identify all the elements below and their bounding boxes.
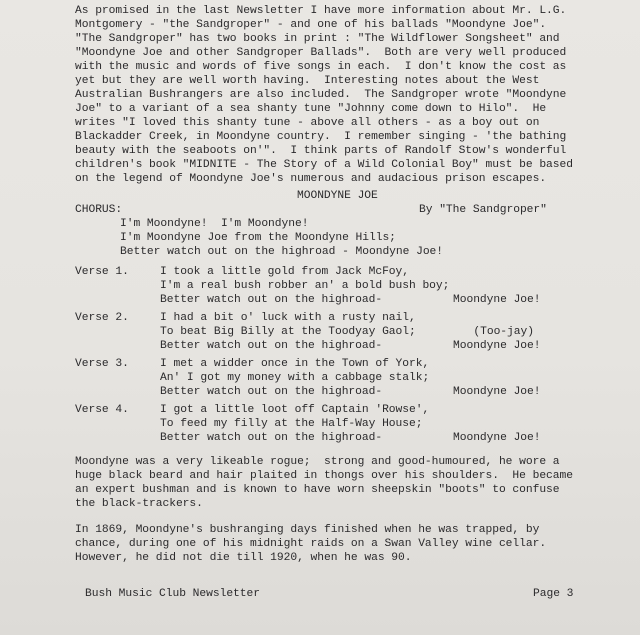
intro-line: As promised in the last Newsletter I have more information about Mr. L.G.: [75, 5, 567, 17]
body-line: In 1869, Moondyne's bushranging days finished when he was trapped, by: [75, 524, 540, 536]
verse-refrain: Moondyne Joe!: [453, 432, 541, 444]
intro-line: Joe" to a variant of a sea shanty tune "Johnny come down to Hilo". He: [75, 103, 547, 115]
footer-page-number: Page 3: [533, 588, 574, 600]
verse-label: Verse 2.: [75, 312, 129, 324]
verse-label: Verse 3.: [75, 358, 129, 370]
verse-refrain: Moondyne Joe!: [453, 340, 541, 352]
intro-line: Australian Bushrangers are also included. The Sandgroper wrote "Moondyne: [75, 89, 567, 101]
verse-line: Better watch out on the highroad-: [160, 432, 383, 444]
body-line: the black-trackers.: [75, 498, 203, 510]
verse-line: I met a widder once in the Town of York,: [160, 358, 430, 370]
pronunciation-note: (Too-jay): [433, 326, 534, 338]
verse-label: Verse 1.: [75, 266, 129, 278]
intro-line: with the music and words of five songs in each. I don't know the cost as: [75, 61, 567, 73]
chorus-line: Better watch out on the highroad - Moondyne Joe!: [120, 246, 444, 258]
verse-line: An' I got my money with a cabbage stalk;: [160, 372, 430, 384]
body-line: an expert bushman and is known to have worn sheepskin "boots" to confuse: [75, 484, 560, 496]
verse-line: I had a bit o' luck with a rusty nail,: [160, 312, 416, 324]
intro-line: Montgomery - "the Sandgroper" - and one of his ballads "Moondyne Joe".: [75, 19, 547, 31]
footer-newsletter-name: Bush Music Club Newsletter: [85, 588, 260, 600]
song-author: By "The Sandgroper": [419, 204, 547, 216]
verse-line: I'm a real bush robber an' a bold bush boy;: [160, 280, 450, 292]
verse-line: To feed my filly at the Half-Way House;: [160, 418, 423, 430]
intro-line: on the legend of Moondyne Joe's numerous and audacious prison escapes.: [75, 173, 547, 185]
chorus-line: I'm Moondyne Joe from the Moondyne Hills;: [120, 232, 396, 244]
verse-line: I got a little loot off Captain 'Rowse',: [160, 404, 430, 416]
verse-label: Verse 4.: [75, 404, 129, 416]
intro-line: writes "I loved this shanty tune - above all others - as a boy out on: [75, 117, 540, 129]
intro-line: "The Sandgroper" has two books in print : "The Wildflower Songsheet" and: [75, 33, 560, 45]
intro-line: "Moondyne Joe and other Sandgroper Ballads". Both are very well produced: [75, 47, 567, 59]
body-line: chance, during one of his midnight raids on a Swan Valley wine cellar.: [75, 538, 547, 550]
intro-line: yet but they are well worth having. Interesting notes about the West: [75, 75, 540, 87]
song-title: MOONDYNE JOE: [297, 190, 378, 202]
chorus-label: CHORUS:: [75, 204, 123, 216]
body-line: However, he did not die till 1920, when he was 90.: [75, 552, 412, 564]
body-line: Moondyne was a very likeable rogue; strong and good-humoured, he wore a: [75, 456, 560, 468]
chorus-line: I'm Moondyne! I'm Moondyne!: [120, 218, 309, 230]
verse-line: To beat Big Billy at the Toodyay Gaol;: [160, 326, 416, 338]
body-line: huge black beard and hair plaited in thongs over his shoulders. He became: [75, 470, 573, 482]
verse-refrain: Moondyne Joe!: [453, 294, 541, 306]
verse-line: Better watch out on the highroad-: [160, 386, 383, 398]
intro-line: beauty with the seaboots on'". I think parts of Randolf Stow's wonderful: [75, 145, 567, 157]
verse-line: Better watch out on the highroad-: [160, 340, 383, 352]
verse-line: Better watch out on the highroad-: [160, 294, 383, 306]
verse-refrain: Moondyne Joe!: [453, 386, 541, 398]
intro-line: Blackadder Creek, in Moondyne country. I remember singing - 'the bathing: [75, 131, 567, 143]
intro-line: children's book "MIDNITE - The Story of a Wild Colonial Boy" must be based: [75, 159, 573, 171]
verse-line: I took a little gold from Jack McFoy,: [160, 266, 409, 278]
